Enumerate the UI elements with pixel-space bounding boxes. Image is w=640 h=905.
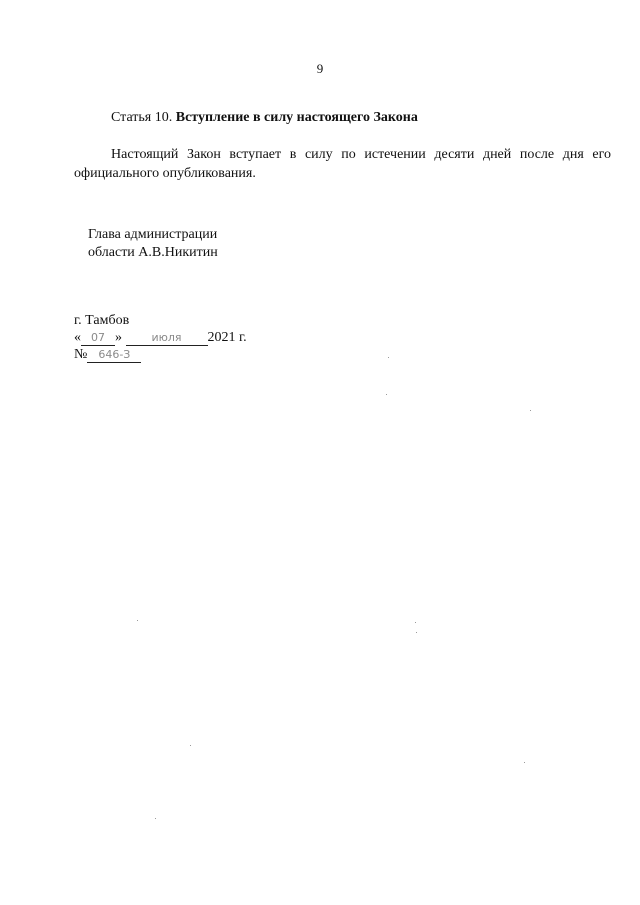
scan-speck [524, 762, 525, 763]
signature-line-position: Глава администрации [88, 227, 218, 242]
scan-speck [155, 818, 156, 819]
quote-open: « [74, 330, 81, 345]
page-number: 9 [316, 61, 324, 76]
scan-speck [388, 357, 389, 358]
scan-speck [416, 632, 417, 633]
scan-speck [415, 622, 416, 623]
article-body: Настоящий Закон вступает в силу по истечении десяти дней после дня его официального опубликования. [74, 147, 611, 181]
law-number: 646-З [87, 347, 141, 363]
article-heading [111, 110, 418, 126]
number-sign: № [74, 347, 88, 362]
scan-speck [530, 410, 531, 411]
scan-speck [190, 745, 191, 746]
signature-block [88, 226, 218, 262]
article-title: Вступление в силу настоящего Закона [175, 110, 418, 125]
law-number-line [74, 346, 141, 364]
scan-speck [137, 620, 138, 621]
date-month: июля [126, 330, 208, 346]
place-of-signing: г. Тамбов [74, 313, 130, 328]
article-label: Статья 10. [111, 110, 173, 125]
scan-speck [386, 394, 387, 395]
signature-line-name: области А.В.Никитин [88, 245, 218, 260]
date-day: 07 [81, 330, 115, 346]
date-line [74, 329, 247, 347]
date-year: 2021 г. [207, 330, 247, 345]
quote-close: » [115, 330, 122, 345]
